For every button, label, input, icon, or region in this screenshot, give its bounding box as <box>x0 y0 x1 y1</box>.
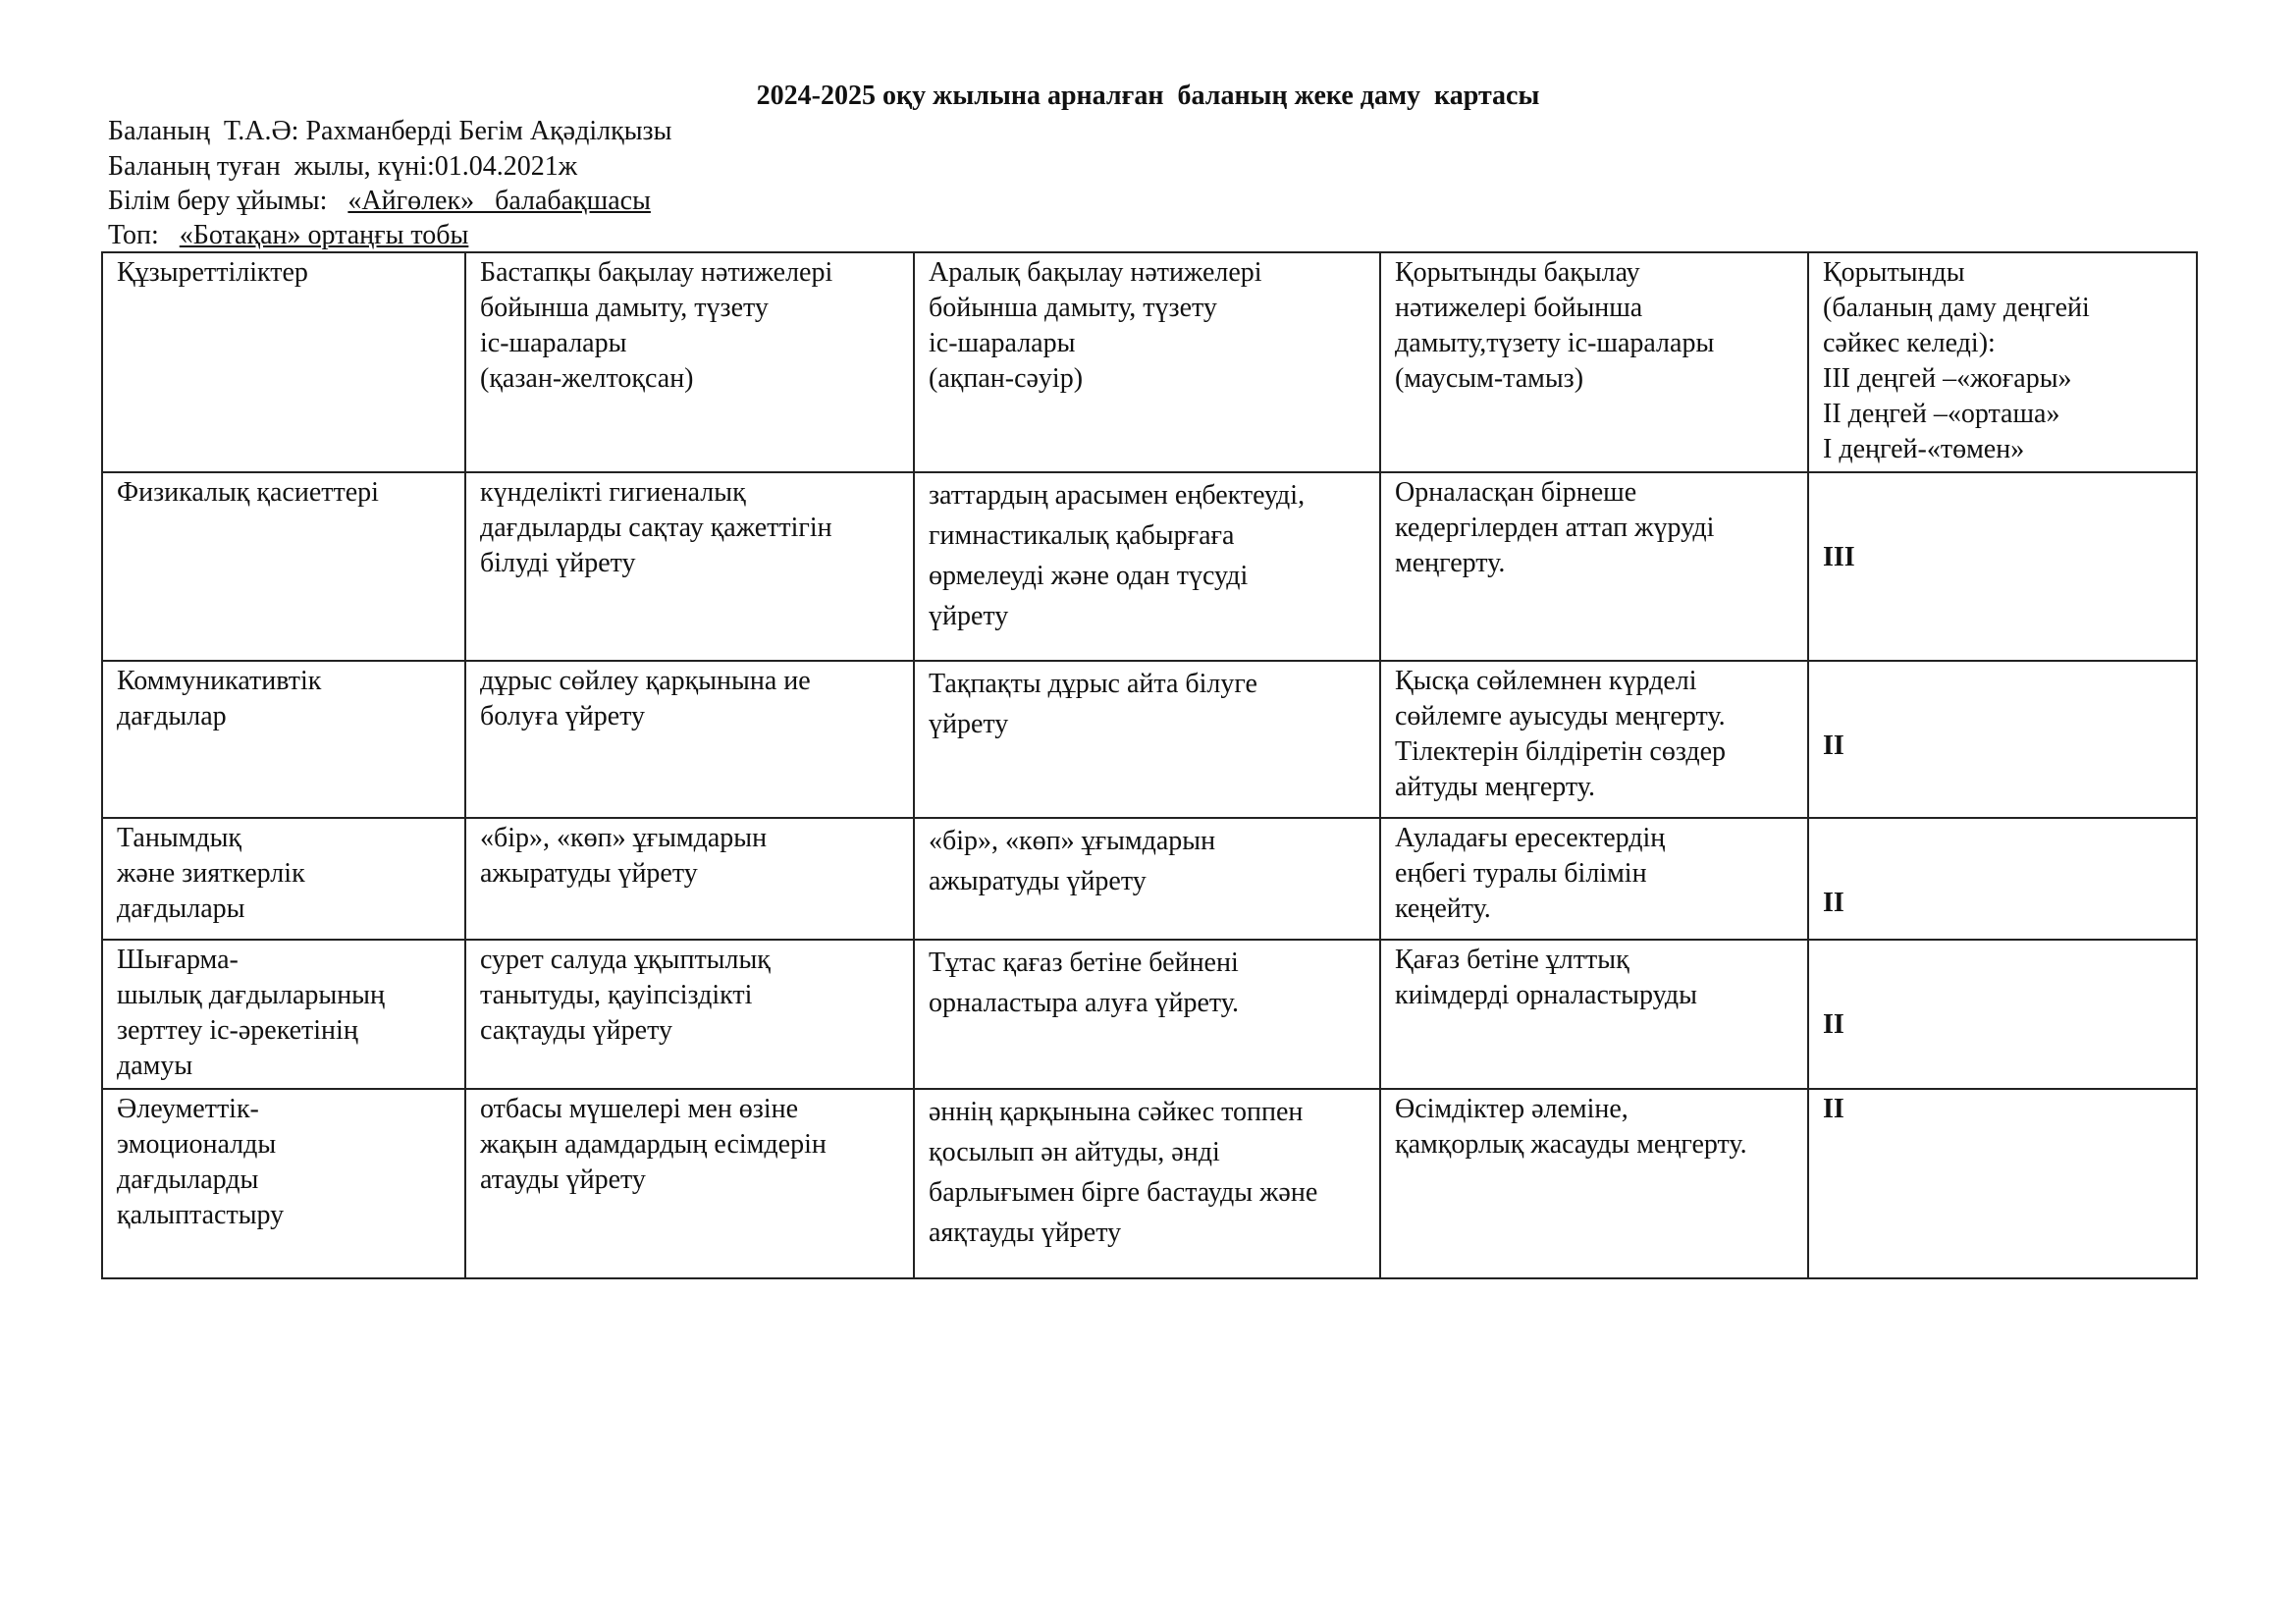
initial-cell: дұрыс сөйлеу қарқынына ие болуға үйрету <box>465 661 914 818</box>
final-cell: Ауладағы ересектердің еңбегі туралы білімін кеңейту. <box>1380 818 1808 940</box>
level-value: ІІ <box>1823 1009 1844 1040</box>
development-card-table <box>101 251 2198 1279</box>
competence-cell: Әлеуметтік- эмоционалды дағдыларды қалыптастыру <box>102 1089 465 1278</box>
child-name-label: Баланың Т.А.Ә: <box>108 116 306 146</box>
level-cell <box>1808 940 2197 1089</box>
organization-name: «Айгөлек» балабақшасы <box>347 186 651 216</box>
intermediate-cell: Тұтас қағаз бетіне бейнені орналастыра алуға үйрету. <box>914 940 1380 1089</box>
level-value: ІІІ <box>1823 542 1855 572</box>
competence-cell: Физикалық қасиеттері <box>102 472 465 661</box>
level-value: ІІ <box>1823 1094 1844 1124</box>
organization-label: Білім беру ұйымы: <box>108 186 348 216</box>
table-row <box>102 661 2197 818</box>
initial-cell: «бір», «көп» ұғымдарын ажыратуды үйрету <box>465 818 914 940</box>
level-value: ІІ <box>1823 731 1844 761</box>
header-cell-intermediate: Аралық бақылау нәтижелері бойынша дамыту, түзету іс-шаралары (ақпан-сәуір) <box>914 252 1380 472</box>
competence-cell: Коммуникативтік дағдылар <box>102 661 465 818</box>
group-line <box>108 218 468 253</box>
table-row <box>102 818 2197 940</box>
final-cell: Қағаз бетіне ұлттық киімдерді орналастыруды <box>1380 940 1808 1089</box>
header-cell-result: Қорытынды (баланың даму деңгейі сәйкес келеді): ІІІ деңгей –«жоғары» ІІ деңгей –«орташа» І деңгей-«төмен» <box>1808 252 2197 472</box>
level-value: ІІ <box>1823 888 1844 918</box>
intermediate-cell: әннің қарқынына сәйкес топпен қосылып ән айтуды, әнді барлығымен бірге бастауды және аяқтауды үйрету <box>914 1089 1380 1278</box>
document-title: 2024-2025 оқу жылына арналған баланың жеке даму картасы <box>756 81 1540 111</box>
intermediate-cell: Тақпақты дұрыс айта білуге үйрету <box>914 661 1380 818</box>
header-cell-competences: Құзыреттіліктер <box>102 252 465 472</box>
final-cell: Қысқа сөйлемнен күрделі сөйлемге ауысуды меңгерту. Тілектерін білдіретін сөздер айтуды меңгерту. <box>1380 661 1808 818</box>
final-cell: Өсімдіктер әлеміне, қамқорлық жасауды меңгерту. <box>1380 1089 1808 1278</box>
header-cell-final: Қорытынды бақылау нәтижелері бойынша дамыту,түзету іс-шаралары (маусым-тамыз) <box>1380 252 1808 472</box>
table-row <box>102 1089 2197 1278</box>
level-cell <box>1808 661 2197 818</box>
birth-label: Баланың туған жылы, күні: <box>108 151 435 182</box>
initial-cell: күнделікті гигиеналық дағдыларды сақтау қажеттігін білуді үйрету <box>465 472 914 661</box>
level-cell <box>1808 818 2197 940</box>
level-cell <box>1808 1089 2197 1278</box>
initial-cell: отбасы мүшелері мен өзіне жақын адамдардың есімдерін атауды үйрету <box>465 1089 914 1278</box>
birth-date: 01.04.2021ж <box>434 151 578 182</box>
initial-cell: сурет салуда ұқыптылық танытуды, қауіпсіздікті сақтауды үйрету <box>465 940 914 1089</box>
table-header-row <box>102 252 2197 472</box>
competence-cell: Танымдық және зияткерлік дағдылары <box>102 818 465 940</box>
child-name: Рахманберді Бегім Ақәділқызы <box>305 116 672 146</box>
group-label: Топ: <box>108 220 180 250</box>
child-name-line <box>108 114 671 149</box>
intermediate-cell: «бір», «көп» ұғымдарын ажыратуды үйрету <box>914 818 1380 940</box>
group-name: «Ботақан» ортаңғы тобы <box>179 220 469 250</box>
birth-date-line <box>108 149 577 185</box>
table-row <box>102 472 2197 661</box>
level-cell <box>1808 472 2197 661</box>
table-row <box>102 940 2197 1089</box>
header-cell-initial: Бастапқы бақылау нәтижелері бойынша дамыту, түзету іс-шаралары (қазан-желтоқсан) <box>465 252 914 472</box>
competence-cell: Шығарма- шылық дағдыларының зерттеу іс-әрекетінің дамуы <box>102 940 465 1089</box>
intermediate-cell: заттардың арасымен еңбектеуді, гимнастикалық қабырғаға өрмелеуді және одан түсуді үйрету <box>914 472 1380 661</box>
organization-line <box>108 184 651 219</box>
final-cell: Орналасқан бірнеше кедергілерден аттап жүруді меңгерту. <box>1380 472 1808 661</box>
